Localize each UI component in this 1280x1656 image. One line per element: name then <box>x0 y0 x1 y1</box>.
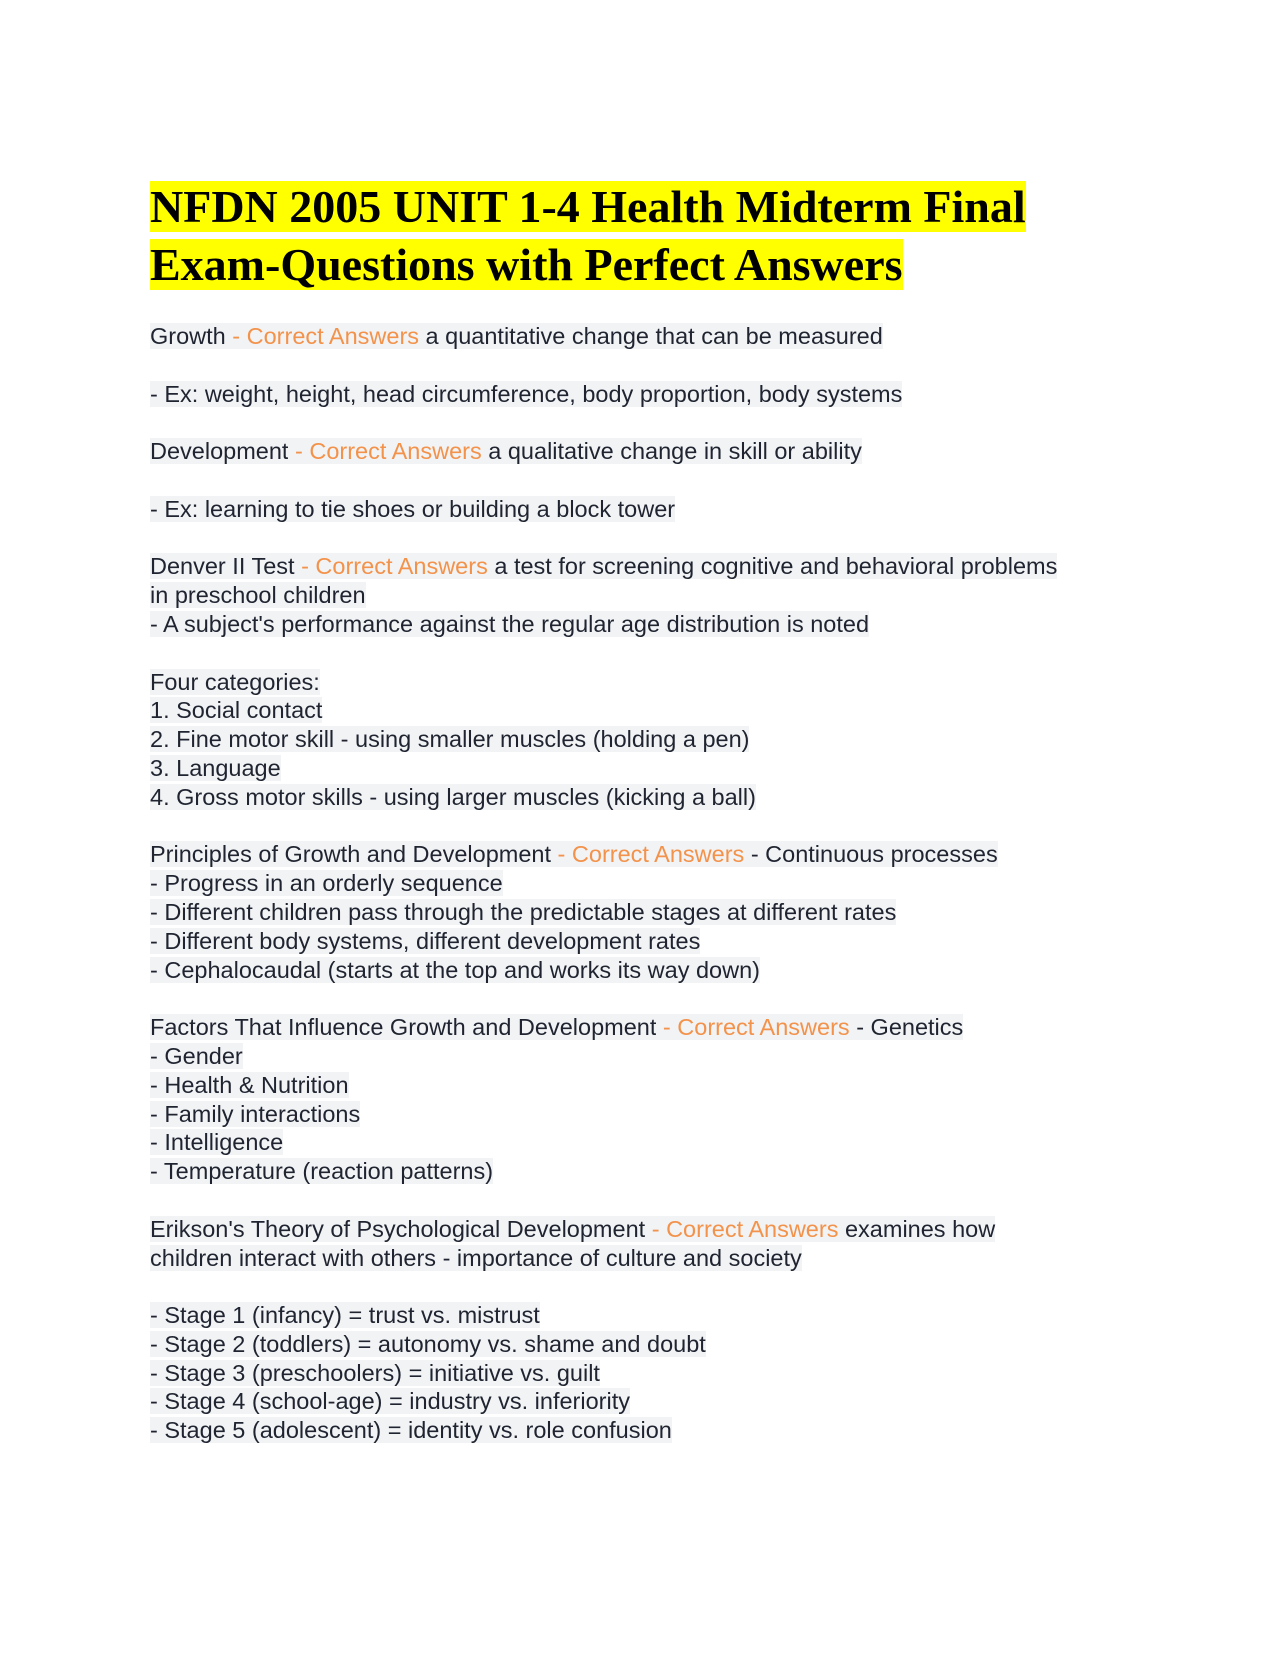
qa-term: Principles of Growth and Development <box>150 841 552 868</box>
correct-answers-label: - Correct Answers <box>645 1215 845 1242</box>
list-item: - Stage 5 (adolescent) = identity vs. role confusion <box>150 1417 672 1444</box>
qa-answer: a test for screening cognitive and behavioral problems <box>494 553 1058 580</box>
title-line-1: NFDN 2005 UNIT 1-4 Health Midterm Final <box>150 181 1026 232</box>
list-item: - Temperature (reaction patterns) <box>150 1158 494 1185</box>
qa-answer-note: - A subject's performance against the regular age distribution is noted <box>150 610 870 637</box>
correct-answers-label: - Correct Answers <box>294 553 495 580</box>
list-item: - Different children pass through the predictable stages at different rates <box>150 898 897 925</box>
list-item: - Gender <box>150 1042 243 1069</box>
list-item: - Health & Nutrition <box>150 1071 349 1098</box>
denver-categories <box>150 668 1130 812</box>
qa-development <box>150 437 1130 466</box>
growth-example <box>150 380 1130 409</box>
list-item: - Cephalocaudal (starts at the top and works its way down) <box>150 956 760 983</box>
document-page <box>150 178 1130 1474</box>
correct-answers-label: - Correct Answers <box>656 1014 857 1041</box>
list-item: - Stage 2 (toddlers) = autonomy vs. shame and doubt <box>150 1330 706 1357</box>
qa-term: Denver II Test <box>150 553 295 580</box>
list-item: - Stage 1 (infancy) = trust vs. mistrust <box>150 1302 540 1329</box>
qa-term: Factors That Influence Growth and Development <box>150 1014 657 1041</box>
qa-principles <box>150 840 1130 984</box>
qa-answer-continued: in preschool children <box>150 582 366 609</box>
list-item: 2. Fine motor skill - using smaller muscles (holding a pen) <box>150 726 750 753</box>
qa-growth <box>150 322 1130 351</box>
list-item: - Stage 3 (preschoolers) = initiative vs. guilt <box>150 1359 600 1386</box>
document-title <box>150 178 1130 294</box>
example-text: - Ex: learning to tie shoes or building a block tower <box>150 495 676 522</box>
erikson-stages <box>150 1301 1130 1445</box>
qa-answer: a quantitative change that can be measured <box>425 323 883 349</box>
qa-answer: a qualitative change in skill or ability <box>488 438 862 465</box>
qa-denver <box>150 552 1130 638</box>
development-example <box>150 495 1130 524</box>
title-line-2: Exam-Questions with Perfect Answers <box>150 239 903 290</box>
qa-answer-continued: children interact with others - importance of culture and society <box>150 1244 802 1271</box>
list-item: Four categories: <box>150 668 320 695</box>
qa-term: Erikson's Theory of Psychological Development <box>150 1215 646 1242</box>
list-item: 3. Language <box>150 754 281 781</box>
qa-answer: - Genetics <box>856 1014 964 1041</box>
list-item: 4. Gross motor skills - using larger muscles (kicking a ball) <box>150 783 756 810</box>
qa-answer: - Continuous processes <box>750 841 998 868</box>
qa-factors <box>150 1013 1130 1186</box>
example-text: - Ex: weight, height, head circumference, body proportion, body systems <box>150 380 903 407</box>
list-item: - Different body systems, different development rates <box>150 927 701 954</box>
list-item: - Family interactions <box>150 1100 361 1127</box>
list-item: 1. Social contact <box>150 697 323 724</box>
qa-term: Growth <box>150 323 226 349</box>
list-item: - Progress in an orderly sequence <box>150 870 503 897</box>
qa-answer: examines how <box>844 1215 996 1242</box>
list-item: - Intelligence <box>150 1129 284 1156</box>
list-item: - Stage 4 (school-age) = industry vs. inferiority <box>150 1388 630 1415</box>
qa-term: Development <box>150 438 289 465</box>
correct-answers-label: - Correct Answers <box>551 841 751 868</box>
correct-answers-label: - Correct Answers <box>225 323 426 349</box>
qa-erikson <box>150 1215 1130 1273</box>
document-body <box>150 322 1130 1445</box>
correct-answers-label: - Correct Answers <box>288 438 489 465</box>
